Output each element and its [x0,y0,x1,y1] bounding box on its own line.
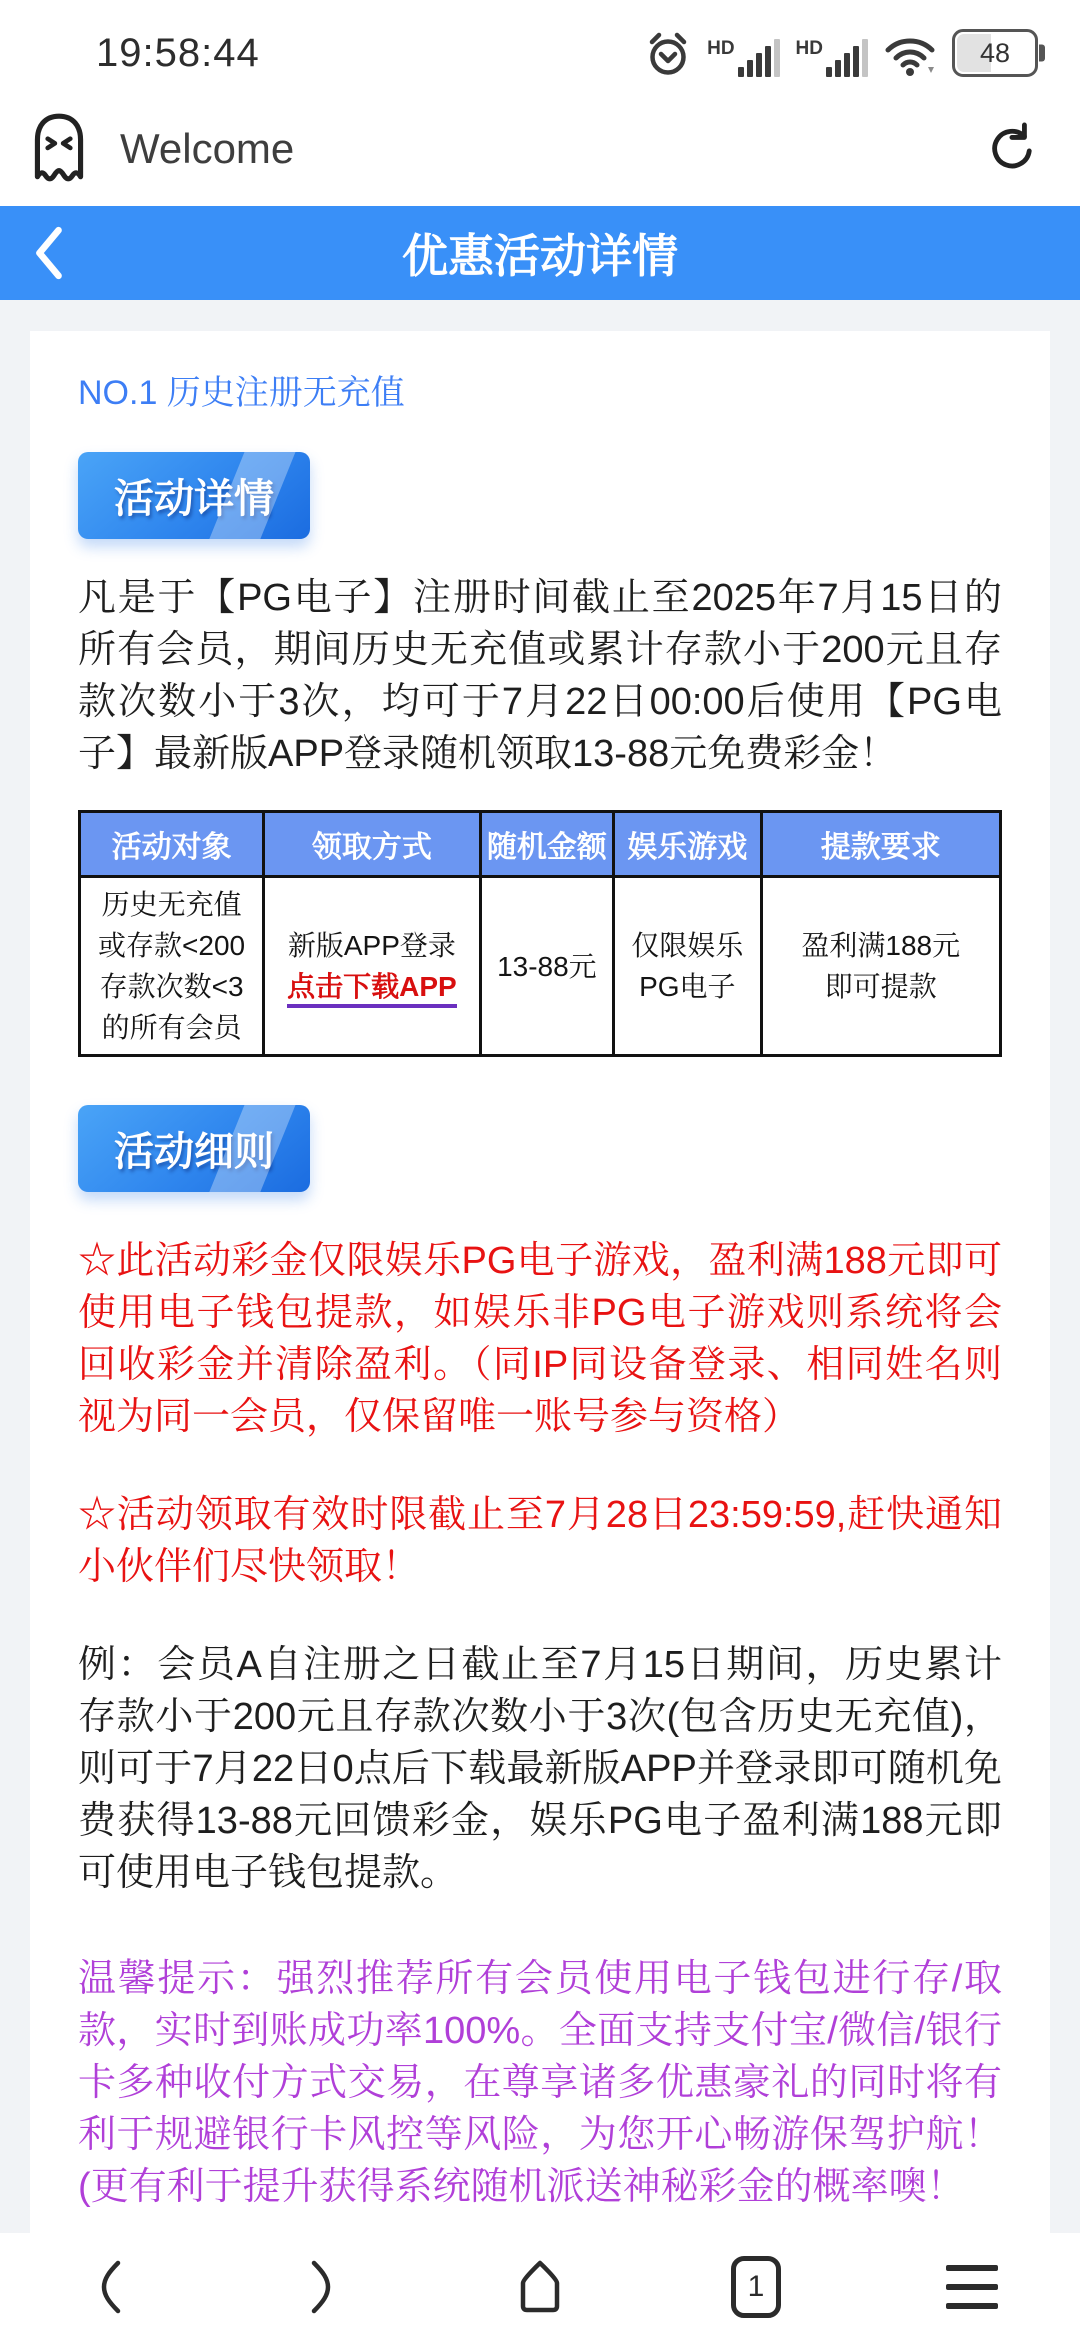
th-method: 领取方式 [264,812,480,877]
tip-paragraph: 温馨提示：强烈推荐所有会员使用电子钱包进行存/取款，实时到账成功率100%。全面支持支付宝/微信/银行卡多种收付方式交易，在尊享诸多优惠豪礼的同时将有利于规避银行卡风控等风险，为您开心畅游保驾护航！(更有利于提升获得系统随机派送神秘彩金的概率噢！ [78,1958,1002,2208]
game-line: 仅限娱乐 [631,930,744,961]
battery-percent: 48 [979,37,1011,68]
example-paragraph: 例：会员A自注册之日截止至7月15日期间，历史累计存款小于200元且存款次数小于3次(包含历史无充值)，则可于7月22日0点后下载最新版APP并登录即可随机免费获得13-88元回馈彩金，娱乐PG电子盈利满188元即可使用电子钱包提款。 [78,1644,1002,1894]
nav-back-icon [91,2258,125,2316]
battery-icon [952,29,1038,77]
content-area [0,300,1080,2234]
nav-menu-button[interactable] [864,2233,1080,2340]
rule-paragraph-2: ☆活动领取有效时限截止至7月28日23:59:59,赶快通知小伙伴们尽快领取！ [78,1494,1002,1588]
status-icons [645,29,1038,77]
th-amount: 随机金额 [480,812,614,877]
header-title: 优惠活动详情 [402,230,678,282]
bottom-nav [0,2233,1080,2340]
rule-paragraph-1: ☆此活动彩金仅限娱乐PG电子游戏，盈利满188元即可使用电子钱包提款，如娱乐非PG电子游戏则系统将会回收彩金并清除盈利。（同IP同设备登录、相同姓名则视为同一会员，仅保留唯一账号参与资格） [78,1240,1002,1438]
home-icon [514,2259,566,2315]
cell-game [614,877,761,1056]
nav-forward-icon [307,2258,341,2316]
target-line: 或存款<200 [98,930,246,961]
nav-home-button[interactable] [432,2233,648,2340]
withdraw-line: 盈利满188元 [801,930,961,961]
tab-count: 1 [747,2269,765,2303]
th-game: 娱乐游戏 [614,812,761,877]
cell-method [264,877,480,1056]
hd-label: HD [707,38,735,59]
tabs-icon [731,2256,781,2318]
app-header [0,206,1080,300]
wifi-icon [884,33,936,77]
game-line: PG电子 [639,971,736,1002]
nav-back-button[interactable] [0,2233,216,2340]
intro-paragraph: 凡是于【PG电子】注册时间截止至2025年7月15日的所有会员，期间历史无充值或累计存款小于200元且存款次数小于3次，均可于7月22日00:00后使用【PG电子】最新版APP登录随机领取13-88元免费彩金！ [78,577,1002,775]
promo-card [30,331,1050,2273]
promo-table [78,810,1002,1057]
hd-label: HD [795,38,823,59]
nav-tabs-button[interactable] [648,2233,864,2340]
table-header-row [80,812,1001,877]
rules-badge: 活动细则 [78,1105,310,1192]
cell-target [80,877,264,1056]
browser-bar [0,92,1080,206]
cell-amount: 13-88元 [480,877,614,1056]
th-target: 活动对象 [80,812,264,877]
clock-time: 19:58:44 [96,30,260,75]
refresh-icon[interactable] [982,122,1036,176]
back-button[interactable] [30,206,100,300]
status-bar [0,0,1080,92]
th-withdraw: 提款要求 [761,812,1001,877]
ghost-favicon-icon [28,111,90,187]
target-line: 历史无充值 [101,889,242,920]
page-title[interactable]: Welcome [120,125,295,172]
nav-forward-button[interactable] [216,2233,432,2340]
signal-bars [826,39,868,77]
signal-bars [738,39,780,77]
target-line: 存款次数<3 [99,971,244,1002]
menu-icon [946,2265,998,2309]
table-row [80,877,1001,1056]
details-badge: 活动详情 [78,452,310,539]
signal-hd-icon-2 [796,39,868,77]
section-title: NO.1 历史注册无充值 [78,374,405,412]
download-app-link[interactable]: 点击下载APP [287,970,457,1008]
target-line: 的所有会员 [101,1012,242,1043]
method-line: 新版APP登录 [287,929,456,961]
withdraw-line: 即可提款 [824,971,937,1002]
signal-hd-icon [707,39,779,77]
alarm-clock-icon [645,31,691,77]
cell-withdraw [761,877,1001,1056]
